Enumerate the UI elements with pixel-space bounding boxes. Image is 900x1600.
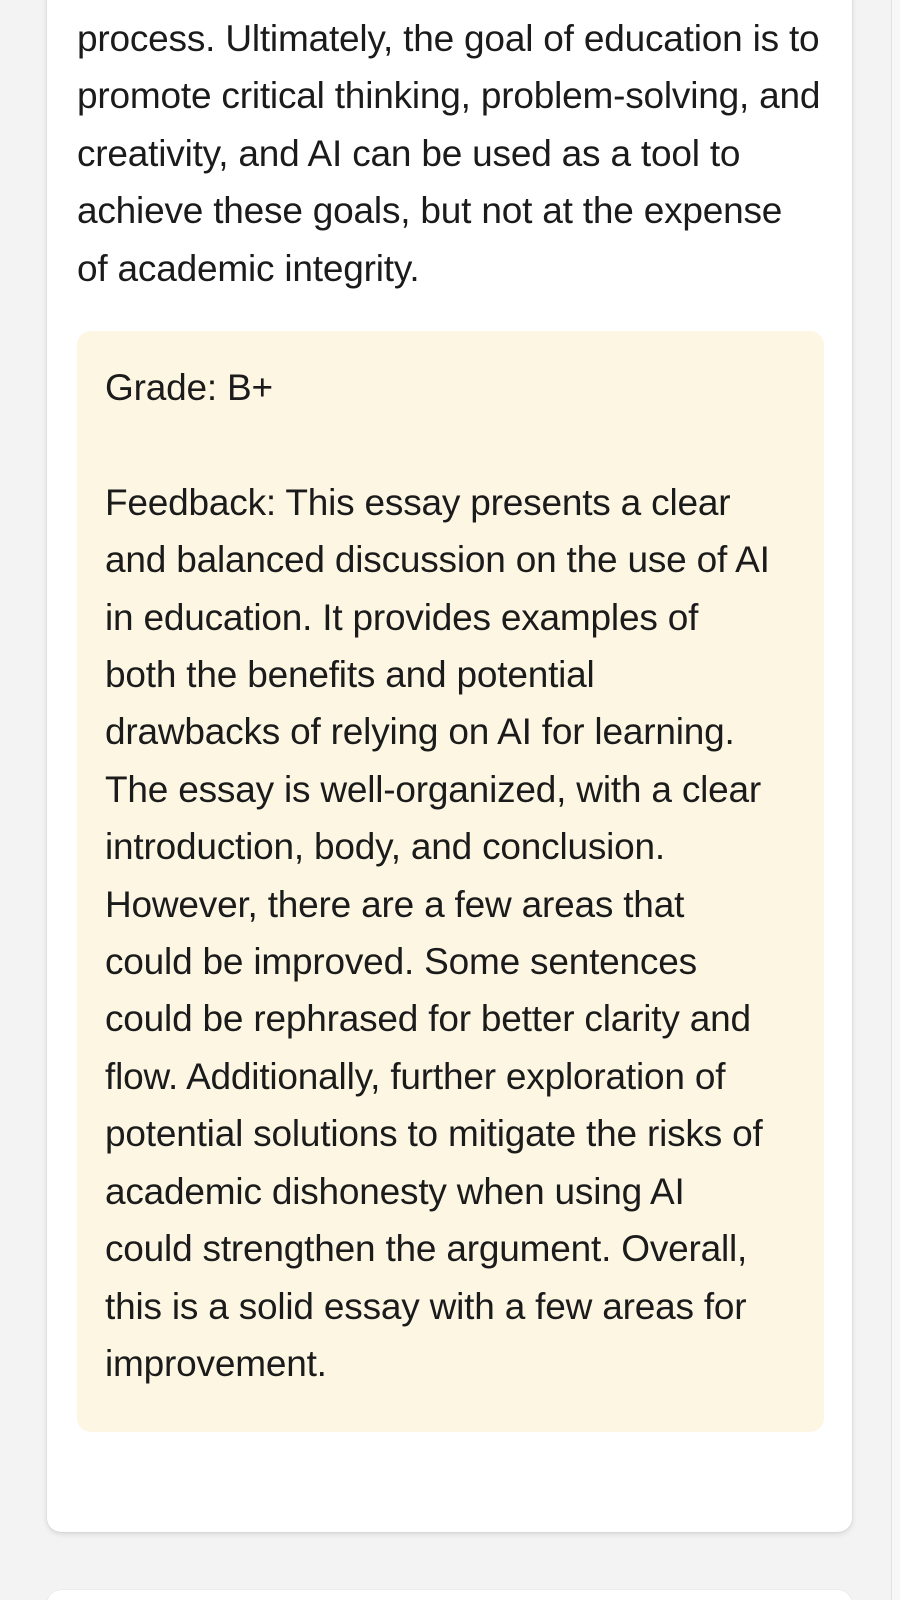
grade-label: Grade: B+	[105, 367, 273, 409]
feedback-text: Feedback: This essay presents a clear and balanced discussion on the use of AI in education. It provides examples of both the benefits and potential drawbacks of relying on AI for learning. The essay is well-organized, with a clear introduction, body, and conclusion. However, there are a few areas that could be improved. Some sentences could be rephrased for better clarity and flow. Additionally, further exploration of potential solutions to mitigate the risks of academic dishonesty when using AI could strengthen the argument. Overall, this is a solid essay with a few areas for improvement.	[105, 481, 770, 1384]
scrollbar[interactable]	[891, 0, 900, 1600]
spacer	[105, 416, 796, 473]
response-card	[47, 0, 852, 1532]
feedback-panel	[77, 331, 824, 1432]
essay-closing-paragraph: process. Ultimately, the goal of education is to promote critical thinking, problem-solving, and creativity, and AI can be used as a tool to achieve these goals, but not at the expense of academic integrity.	[77, 18, 821, 289]
next-card	[47, 1590, 852, 1600]
